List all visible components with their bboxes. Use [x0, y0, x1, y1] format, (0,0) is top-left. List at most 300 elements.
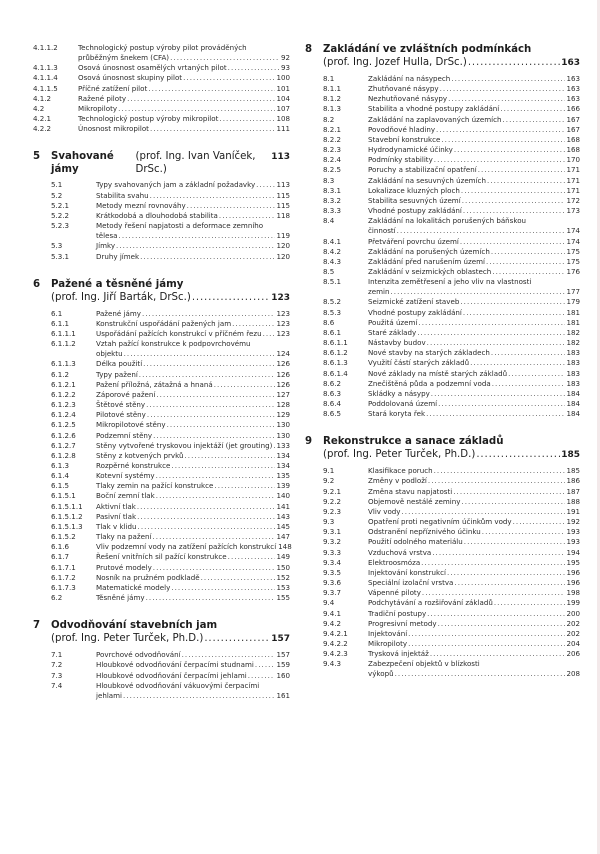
entry-page-number: 191 — [566, 506, 580, 516]
toc-entry[interactable] — [51, 573, 290, 583]
toc-entry[interactable] — [33, 94, 290, 104]
dot-leader — [156, 390, 275, 400]
toc-entry[interactable] — [33, 63, 290, 73]
entry-number: 8.1.3 — [323, 104, 342, 114]
toc-entry[interactable] — [51, 370, 290, 380]
entry-line — [368, 487, 580, 497]
toc-entry[interactable] — [323, 104, 580, 114]
entry-number: 8.2.2 — [323, 134, 342, 144]
entry-title: Metody mezní rovnováhy — [96, 200, 186, 210]
entry-page-number: 120 — [276, 251, 290, 261]
toc-entry[interactable] — [33, 43, 290, 63]
chapter-title-wrap — [33, 619, 290, 646]
toc-entry[interactable] — [323, 527, 580, 537]
entry-number: 8.3.3 — [323, 206, 342, 216]
dot-leader — [171, 461, 275, 471]
entry-number: 9.3.1 — [323, 527, 342, 537]
entry-page-number: 130 — [276, 420, 290, 430]
dot-leader — [462, 196, 566, 206]
toc-entry[interactable] — [51, 593, 290, 603]
entry-number: 8.6 — [323, 317, 335, 327]
chapter-section — [305, 419, 580, 679]
chapter-number: 6 — [33, 278, 41, 290]
entry-title: Typy pažení — [96, 369, 138, 379]
entry-line — [96, 231, 290, 241]
entry-line — [96, 380, 290, 390]
entry-page-number: 206 — [566, 649, 580, 659]
chapter-heading[interactable] — [33, 150, 290, 176]
entry-page-number: 179 — [566, 297, 580, 307]
entry-number: 7.4 — [51, 680, 63, 690]
toc-entry[interactable] — [323, 186, 580, 196]
entry-number: 8.2.5 — [323, 165, 342, 175]
toc-entry[interactable] — [51, 471, 290, 481]
entry-number: 5.1 — [51, 180, 63, 190]
entry-page-number: 126 — [276, 379, 290, 389]
dot-leader — [500, 104, 565, 114]
toc-entry[interactable] — [51, 390, 290, 400]
entry-line — [368, 277, 580, 287]
entry-page-number: 177 — [566, 287, 580, 297]
dot-leader — [453, 487, 565, 497]
entry-line — [368, 94, 580, 104]
toc-entry[interactable] — [51, 451, 290, 461]
toc-entry[interactable] — [51, 563, 290, 573]
dot-leader — [390, 287, 565, 297]
dot-leader — [454, 145, 566, 155]
dot-leader — [492, 379, 566, 389]
entry-page-number: 199 — [566, 598, 580, 608]
toc-entry[interactable] — [51, 461, 290, 471]
dot-leader — [494, 598, 566, 608]
toc-entry[interactable] — [323, 487, 580, 497]
entry-title: Pažení příložná, zátažná a hnaná — [96, 379, 213, 389]
dot-leader — [170, 53, 280, 63]
toc-entry[interactable] — [323, 277, 580, 297]
toc-entry[interactable] — [51, 532, 290, 542]
toc-entry[interactable] — [323, 206, 580, 216]
entry-page-number: 104 — [276, 93, 290, 103]
entry-page-number: 157 — [276, 650, 290, 660]
toc-entry[interactable] — [323, 609, 580, 619]
entry-number: 8.6.4 — [323, 399, 342, 408]
entry-title: Pilotové stěny — [96, 410, 146, 420]
entry-line — [368, 84, 580, 94]
toc-entry[interactable] — [323, 115, 580, 125]
entry-line — [368, 598, 580, 608]
entry-title: Krátkodobá a dlouhodobá stabilita — [96, 210, 218, 220]
toc-entry[interactable] — [323, 639, 580, 649]
toc-entry[interactable] — [323, 155, 580, 165]
entry-line — [96, 532, 290, 542]
entry-title: Příčné zatížení pilot — [78, 83, 148, 93]
entry-line — [96, 563, 290, 573]
toc-entry[interactable] — [323, 74, 580, 84]
entry-line — [96, 522, 290, 532]
entry-page-number: 183 — [566, 348, 580, 358]
toc-entry[interactable] — [323, 196, 580, 206]
toc-entry[interactable] — [51, 660, 290, 670]
toc-entry[interactable] — [51, 522, 290, 532]
toc-entry[interactable] — [323, 588, 580, 598]
toc-entry[interactable] — [51, 552, 290, 562]
toc-entry[interactable] — [323, 237, 580, 247]
toc-entry[interactable] — [33, 124, 290, 134]
entry-title: Vzduchová vrstva — [368, 547, 432, 557]
entry-page-number: 128 — [276, 400, 290, 410]
dot-leader — [463, 308, 566, 318]
toc-entry[interactable] — [323, 389, 580, 399]
entry-title: Vliv vody — [368, 506, 401, 516]
dot-leader — [201, 573, 276, 583]
entry-line — [96, 309, 290, 319]
entry-line — [96, 211, 290, 221]
entry-title: Injektování konstrukcí — [368, 567, 446, 577]
toc-entry[interactable] — [51, 241, 290, 251]
toc-entry[interactable] — [51, 221, 290, 241]
chapter-title: Odvodňování stavebních jam — [51, 620, 218, 632]
entry-title: Povrchové odvodňování — [96, 650, 181, 660]
entry-number: 6.1.2.4 — [51, 410, 76, 420]
toc-entry[interactable] — [51, 542, 290, 552]
chapter-author: (prof. Ing. Jiří Barták, DrSc.) — [51, 291, 191, 303]
entry-line — [368, 379, 580, 389]
dot-leader — [171, 583, 275, 593]
entry-number: 8.3 — [323, 175, 335, 185]
dot-leader — [421, 558, 565, 568]
left-chapters — [33, 134, 290, 701]
dot-leader — [263, 329, 276, 339]
toc-entry[interactable] — [323, 466, 580, 476]
entry-line — [368, 74, 580, 84]
dot-leader — [248, 671, 276, 681]
entry-line — [96, 252, 290, 262]
entry-number: 8.5.3 — [323, 307, 342, 317]
dot-leader — [460, 237, 566, 247]
toc-entry[interactable] — [323, 629, 580, 639]
entry-number: 5.2.3 — [51, 221, 70, 231]
toc-entry[interactable] — [323, 659, 580, 679]
entry-page-number: 93 — [280, 63, 290, 73]
toc-entry[interactable] — [323, 619, 580, 629]
toc-entry[interactable] — [51, 410, 290, 420]
entry-number: 4.1.1.4 — [33, 73, 58, 83]
dot-leader — [140, 252, 275, 262]
chapter-line — [51, 150, 290, 176]
entry-page-number: 113 — [276, 180, 290, 190]
entry-title: Zakládání na porušených územích — [368, 246, 490, 256]
entry-number: 6.1.5.1.2 — [51, 511, 83, 521]
entry-title: Nové stavby na starých základech — [368, 348, 490, 358]
dot-leader — [228, 552, 276, 562]
toc-entry[interactable] — [323, 649, 580, 659]
toc-entry[interactable] — [323, 558, 580, 568]
toc-entry[interactable] — [51, 329, 290, 339]
toc-entry[interactable] — [323, 216, 580, 236]
toc-entry[interactable] — [323, 409, 580, 419]
toc-entry[interactable] — [33, 84, 290, 94]
toc-left-column — [33, 43, 290, 701]
dot-leader — [152, 532, 275, 542]
chapter-heading[interactable] — [305, 435, 580, 462]
entry-number: 8.4.3 — [323, 256, 342, 266]
entry-title: jehlami — [96, 690, 123, 700]
chapter-entries — [33, 180, 290, 261]
entry-page-number: 111 — [276, 124, 290, 134]
entry-title: Stabilita a vhodné postupy zakládání — [368, 104, 500, 114]
entry-page-number: 120 — [276, 241, 290, 251]
toc-entry[interactable] — [323, 507, 580, 517]
entry-page-number: 167 — [566, 124, 580, 134]
entry-number: 6.1.2.5 — [51, 420, 76, 430]
entry-title: Tlak v klidu — [96, 521, 137, 531]
chapter-title: Svahované jámy — [51, 151, 114, 176]
entry-number: 4.2 — [33, 103, 45, 113]
dot-leader — [478, 165, 566, 175]
chapter-heading[interactable] — [33, 278, 290, 305]
dot-leader — [434, 155, 566, 165]
dot-leader — [464, 537, 566, 547]
chapter-section — [33, 603, 290, 701]
toc-entry[interactable] — [323, 84, 580, 94]
toc-entry[interactable] — [323, 267, 580, 277]
chapter-page-number: 113 — [271, 152, 290, 163]
dot-leader — [228, 63, 280, 73]
toc-entry[interactable] — [323, 369, 580, 379]
entry-line — [368, 145, 580, 155]
spacer — [33, 262, 290, 278]
entry-line — [78, 43, 290, 53]
entry-number: 9.4.3 — [323, 659, 342, 669]
entry-page-number: 182 — [566, 327, 580, 337]
toc-entry[interactable] — [51, 359, 290, 369]
entry-number: 9.4.2.3 — [323, 649, 348, 659]
toc-entry[interactable] — [323, 135, 580, 145]
entry-line — [368, 328, 580, 338]
entry-title: objektu — [96, 349, 123, 359]
toc-entry[interactable] — [33, 104, 290, 114]
dot-leader — [417, 328, 565, 338]
entry-line — [96, 471, 290, 481]
toc-entry[interactable] — [323, 358, 580, 368]
entry-title: Objemově nestálé zeminy — [368, 496, 461, 506]
toc-entry[interactable] — [33, 114, 290, 124]
entry-page-number: 160 — [276, 670, 290, 680]
toc-entry[interactable] — [51, 319, 290, 329]
entry-title: Štětové stěny — [96, 400, 146, 410]
entry-line — [96, 410, 290, 420]
entry-line — [368, 476, 580, 486]
entry-title: Znečištěná půda a podzemní voda — [368, 378, 491, 388]
dot-leader — [214, 380, 276, 390]
entry-line — [96, 573, 290, 583]
entry-title: Poruchy a stabilizační opatření — [368, 165, 477, 175]
entry-line — [96, 491, 290, 501]
toc-entry[interactable] — [51, 191, 290, 201]
toc-entry[interactable] — [33, 73, 290, 83]
toc-entry[interactable] — [323, 379, 580, 389]
toc-entry[interactable] — [51, 211, 290, 221]
toc-entry[interactable] — [323, 399, 580, 409]
entry-line — [96, 451, 290, 461]
entry-line — [368, 399, 580, 409]
toc-entry[interactable] — [323, 548, 580, 558]
toc-entry[interactable] — [323, 247, 580, 257]
entry-page-number: 181 — [566, 317, 580, 327]
entry-page-number: 139 — [276, 481, 290, 491]
entry-title: Boční zemní tlak — [96, 491, 155, 501]
chapter-number: 9 — [305, 436, 313, 448]
toc-entry[interactable] — [51, 512, 290, 522]
toc-entry[interactable] — [51, 491, 290, 501]
entry-title: Stabilita svahu — [96, 190, 149, 200]
entry-number: 8.6.1.4 — [323, 368, 348, 378]
toc-entry[interactable] — [323, 94, 580, 104]
entry-line — [368, 409, 580, 419]
entry-title: Kotevní systémy — [96, 471, 155, 481]
toc-entry[interactable] — [323, 476, 580, 486]
entry-number: 6.2 — [51, 593, 63, 603]
toc-entry[interactable] — [323, 318, 580, 328]
dot-leader — [448, 94, 565, 104]
chapter-page-number: 123 — [271, 292, 290, 303]
entry-number: 8.3.2 — [323, 195, 342, 205]
entry-title: Tlaky na pažení — [96, 532, 152, 542]
dot-leader — [187, 201, 276, 211]
dot-leader — [150, 191, 276, 201]
chapter-author: (prof. Ing. Ivan Vaníček, DrSc.) — [135, 151, 256, 176]
entry-number: 4.1.1.3 — [33, 63, 58, 73]
dot-leader — [124, 349, 276, 359]
entry-line — [96, 441, 290, 451]
entry-page-number: 208 — [566, 669, 580, 679]
entry-line — [96, 481, 290, 491]
chapter-heading[interactable] — [305, 43, 580, 70]
entry-page-number: 127 — [276, 389, 290, 399]
chapter-title-line — [323, 435, 580, 448]
toc-entry[interactable] — [323, 578, 580, 588]
entry-title: Hloubkové odvodňování čerpacími studnami — [96, 660, 254, 670]
entry-line — [368, 125, 580, 135]
toc-entry[interactable] — [51, 650, 290, 660]
toc-entry[interactable] — [51, 201, 290, 211]
entry-title: Únosnost mikropilot — [78, 124, 149, 134]
chapter-heading[interactable] — [33, 619, 290, 646]
dot-leader — [116, 241, 275, 251]
dot-leader — [491, 247, 566, 257]
toc-entry[interactable] — [323, 517, 580, 527]
toc-entry[interactable] — [51, 481, 290, 491]
entry-line — [368, 237, 580, 247]
entry-line — [96, 420, 290, 430]
entry-page-number: 115 — [276, 200, 290, 210]
toc-entry[interactable] — [323, 537, 580, 547]
entry-line — [96, 241, 290, 251]
entry-line — [96, 370, 290, 380]
toc-entry[interactable] — [323, 568, 580, 578]
dot-leader — [463, 206, 566, 216]
toc-entry[interactable] — [323, 176, 580, 186]
toc-entry[interactable] — [51, 420, 290, 430]
toc-entry[interactable] — [323, 297, 580, 307]
dot-leader — [470, 358, 565, 368]
toc-entry[interactable] — [51, 309, 290, 319]
entry-page-number: 107 — [276, 103, 290, 113]
toc-entry[interactable] — [323, 598, 580, 608]
entry-number: 9.4 — [323, 598, 335, 608]
toc-entry[interactable] — [323, 308, 580, 318]
entry-page-number: 147 — [276, 532, 290, 542]
toc-entry[interactable] — [323, 125, 580, 135]
entry-number: 8.4.1 — [323, 236, 342, 246]
entry-page-number: 134 — [276, 461, 290, 470]
entry-title: Zakládání v seizmických oblastech — [368, 266, 492, 276]
entry-title: Záporové pažení — [96, 389, 156, 399]
chapter-number: 8 — [305, 44, 313, 55]
entry-line — [368, 226, 580, 236]
entry-page-number: 171 — [566, 165, 580, 175]
entry-line — [368, 358, 580, 368]
toc-entry[interactable] — [51, 431, 290, 441]
entry-title: Využití částí starých základů — [368, 358, 470, 368]
entry-page-number: 148 — [278, 542, 292, 552]
toc-entry[interactable] — [51, 583, 290, 593]
toc-entry[interactable] — [323, 257, 580, 267]
entry-line — [368, 629, 580, 639]
toc-entry[interactable] — [51, 339, 290, 359]
toc-entry[interactable] — [51, 380, 290, 390]
dot-leader — [454, 578, 565, 588]
entry-title: Skládky a násypy — [368, 388, 430, 398]
chapter-entries — [33, 650, 290, 701]
toc-entry[interactable] — [323, 145, 580, 155]
entry-page-number: 184 — [566, 388, 580, 398]
spacer — [33, 134, 290, 150]
toc-entry[interactable] — [51, 180, 290, 190]
entry-number: 6.1.1.2 — [51, 339, 76, 349]
entry-title: Vztah pažící konstrukce k podpovrchovému — [96, 339, 251, 349]
entry-line — [78, 53, 290, 63]
entry-line — [368, 216, 580, 226]
entry-number: 9.4.2.1 — [323, 628, 348, 638]
toc-entry[interactable] — [323, 328, 580, 338]
entry-number: 6.1.5.1 — [51, 491, 76, 501]
toc-entry[interactable] — [323, 497, 580, 507]
toc-entry[interactable] — [51, 681, 290, 701]
toc-entry[interactable] — [323, 348, 580, 358]
dot-leader — [138, 522, 276, 532]
toc-entry[interactable] — [51, 252, 290, 262]
toc-entry[interactable] — [323, 338, 580, 348]
dot-leader — [232, 319, 275, 329]
toc-entry[interactable] — [51, 671, 290, 681]
entry-line — [368, 186, 580, 196]
toc-entry[interactable] — [51, 502, 290, 512]
entry-line — [368, 568, 580, 578]
entry-title: Vápenné piloty — [368, 588, 421, 598]
entry-title: Tlaky zemin na pažící konstrukce — [96, 481, 214, 491]
dot-leader — [150, 124, 276, 134]
entry-page-number: 172 — [566, 195, 580, 205]
entry-number: 9.4.2 — [323, 618, 342, 628]
entry-line — [368, 308, 580, 318]
dot-leader — [513, 517, 566, 527]
toc-entry[interactable] — [51, 441, 290, 451]
entry-line — [78, 104, 290, 114]
toc-entry[interactable] — [51, 400, 290, 410]
dot-leader — [118, 104, 275, 114]
toc-entry[interactable] — [323, 165, 580, 175]
